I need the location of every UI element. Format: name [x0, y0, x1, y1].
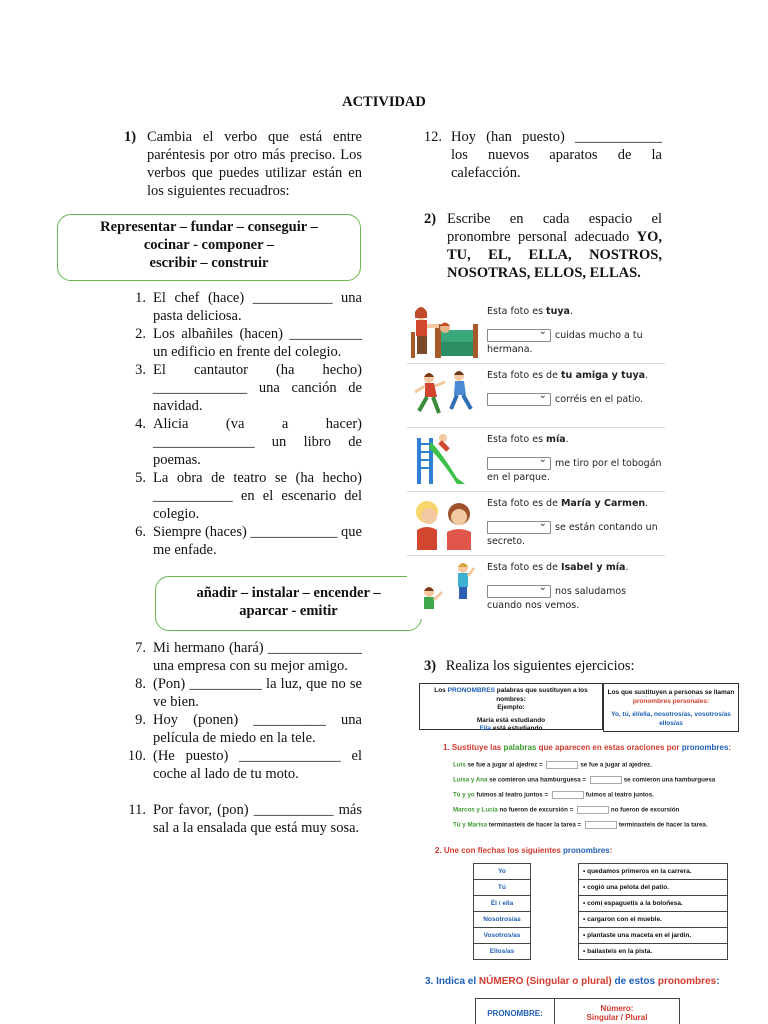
photo-row-text: Esta foto es de María y Carmen. ⌄se están contando un secreto. [487, 497, 663, 549]
list-item: 3. El cantautor (ha hecho) _____________ una canción de navidad. [135, 362, 362, 414]
question-2-text [447, 210, 662, 282]
pronoun-select[interactable] [487, 585, 551, 598]
list-item: 8. (Pon) __________ la luz, que no se ve bien. [135, 676, 362, 710]
question-3 [424, 657, 674, 675]
list-item: 11. Por favor, (pon) ___________ más sal a la ensalada que está muy sosa. [128, 802, 362, 836]
girls-whispering-picture [407, 494, 481, 552]
list-item: 5. La obra de teatro se (ha hecho) ___________ en el escenario del colegio. [135, 470, 362, 522]
list-item: 12. Hoy (han puesto) ____________ los nuevos aparatos de la calefacción. [423, 129, 662, 181]
pronoun-exercises-image [415, 680, 743, 1024]
slide-picture [407, 430, 481, 488]
verbs-box-2-line-2: aparcar - emitir [239, 603, 338, 619]
question-1 [124, 128, 362, 200]
list-item: 4. Alicia (va a hacer) ______________ un libro de poemas. [135, 416, 362, 468]
list-item: 2. Los albañiles (hacen) __________ un edificio en frente del colegio. [135, 326, 362, 360]
exercise-2-sentences-table: • quedamos primeros en la carrera. • cogió una pelota del patio. • comí espaguetis a la boloñesa. • cargaron con el mueble. • plantaste una maceta en el jardín. • bailasteis en la pista. [578, 863, 728, 960]
verbs-box-1 [57, 214, 361, 281]
question-1-items-b [126, 639, 362, 837]
personal-pronouns-box: Los que sustituyen a personas se llaman pronombres personales: Yo, tú, él/ella, nosotros/as, vosotros/as ellos/as [603, 683, 739, 732]
question-2-text-bold: YO, TU, EL, ELLA, NOSTROS, NOSOTRAS, ELLOS, ELLAS. [447, 229, 662, 281]
question-3-text: Realiza los siguientes ejercicios: [445, 658, 635, 674]
verbs-box-1-line-1: Representar – fundar – conseguir – [100, 219, 318, 235]
list-item: 1. El chef (hace) ___________ una pasta deliciosa. [135, 290, 362, 324]
pronoun-select[interactable] [487, 329, 551, 342]
definition-box: Los PRONOMBRES palabras que sustituyen a los nombres: Ejemplo: María está estudiando Ella está estudiando [419, 683, 603, 730]
pronoun-select[interactable] [487, 393, 551, 406]
list-item: 9. Hoy (ponen) __________ una película de miedo en la tele. [135, 712, 362, 746]
exercise-3-title: 3. Indica el NÚMERO (Singular o plural) de estos pronombres: [425, 976, 720, 987]
exercise-2-pronouns-table: Yo Tú Él / ella Nosotros/as Vosotros/as Ellos/as [473, 863, 531, 960]
photo-row-text: Esta foto es mía. ⌄me tiro por el tobogán en el parque. [487, 433, 663, 485]
list-item: 7. Mi hermano (hará) _____________ una empresa con su mejor amigo. [135, 640, 362, 674]
question-1-items-a [126, 289, 362, 559]
photo-row [407, 428, 665, 492]
pronoun-photo-table [407, 300, 665, 619]
verbs-box-1-line-2: cocinar - componer – [143, 237, 275, 253]
girl-at-bed-picture [407, 302, 481, 360]
question-1-text: Cambia el verbo que está entre paréntesis por otro más preciso. Los verbos que puedes utilizar están en los siguientes recuadros: [147, 129, 362, 199]
question-2-number: 2) [424, 211, 437, 227]
exercise-1-title: 1. Sustituye las palabras que aparecen en estas oraciones por pronombres: [443, 743, 732, 752]
question-2-text-plain: Escribe en cada espacio el pronombre personal adecuado [447, 211, 662, 245]
list-item: 10. (He puesto) ______________ el coche al lado de tu moto. [127, 748, 362, 782]
verbs-box-1-line-3: escribir – construir [149, 255, 269, 271]
pronoun-select[interactable] [487, 521, 551, 534]
photo-row [407, 300, 665, 364]
exercise-1-row: Luisa y Ana se comieron una hamburguesa = se comieron una hamburguesa [453, 776, 716, 784]
photo-row [407, 364, 665, 428]
question-3-number: 3) [424, 658, 437, 674]
exercise-1-row: Marcos y Lucía no fueron de excursión = no fueron de excursión [453, 806, 680, 814]
exercise-3-table: PRONOMBRE: Número: Singular / Plural [475, 998, 680, 1024]
photo-row [407, 492, 665, 556]
question-1-item-12 [424, 128, 662, 182]
children-running-picture [407, 366, 481, 424]
photo-row [407, 556, 665, 619]
verbs-box-2 [155, 576, 422, 631]
exercise-2-title: 2. Une con flechas los siguientes pronombres: [435, 846, 613, 855]
verbs-box-2-line-1: añadir – instalar – encender – [196, 585, 381, 601]
children-waving-picture [407, 558, 481, 616]
photo-row-text: Esta foto es de Isabel y mía. ⌄nos saludamos cuando nos vemos. [487, 561, 663, 613]
question-1-number: 1) [124, 129, 137, 145]
exercise-1-row: Luis se fue a jugar al ajedrez = se fue a jugar al ajedrez. [453, 761, 652, 769]
photo-row-text: Esta foto es tuya. ⌄cuidas mucho a tu hermana. [487, 305, 663, 357]
exercise-1-row: Tú y yo fuimos al teatro juntos = fuimos al teatro juntos. [453, 791, 654, 799]
pronoun-select[interactable] [487, 457, 551, 470]
question-2 [424, 210, 662, 282]
exercise-1-row: Tú y Marisa terminasteis de hacer la tarea = terminasteis de hacer la tarea. [453, 821, 708, 829]
photo-row-text: Esta foto es de tu amiga y tuya. ⌄corréis en el patio. [487, 369, 663, 407]
page-title: ACTIVIDAD [342, 94, 426, 110]
list-item: 6. Siempre (haces) ____________ que me enfade. [135, 524, 362, 558]
